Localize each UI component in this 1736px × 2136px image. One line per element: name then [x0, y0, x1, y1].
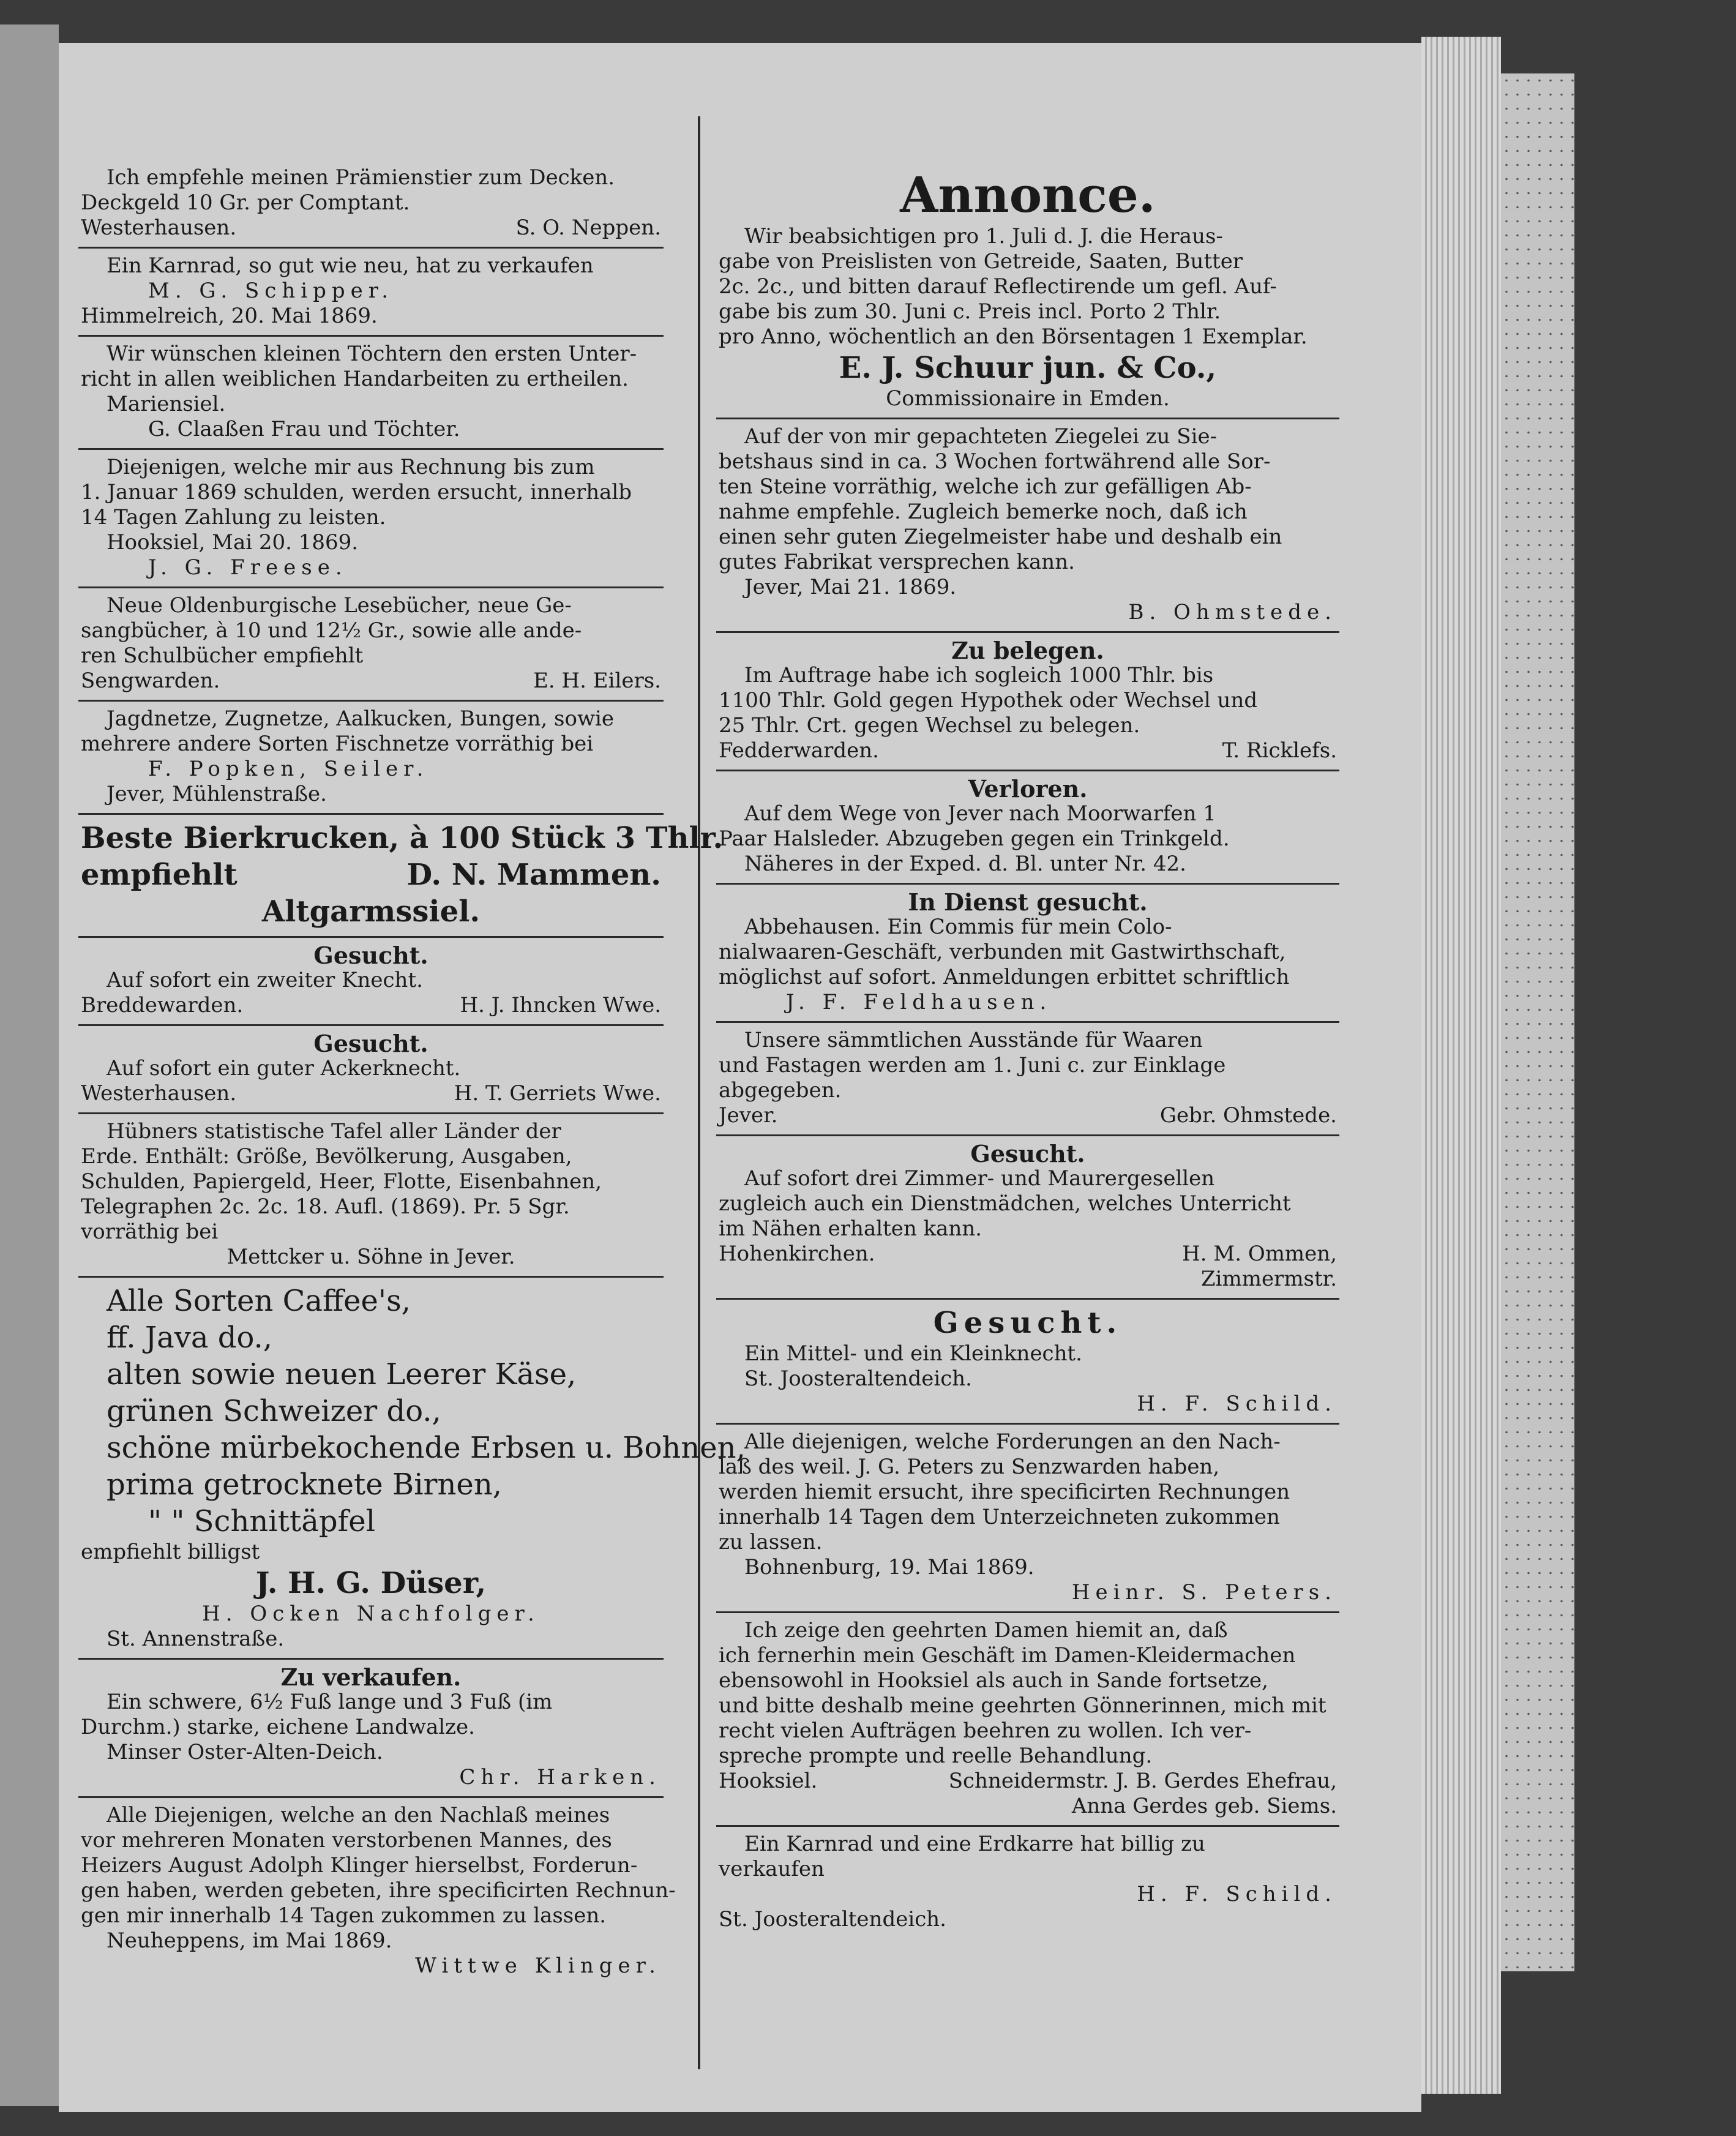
ad-line-left: Breddewarden. — [81, 993, 244, 1017]
ad-line: einen sehr guten Ziegelmeister habe und deshalb ein — [719, 525, 1282, 549]
advertisement — [78, 702, 664, 815]
ad-line — [81, 993, 661, 1018]
ad-line: Ich zeige den geehrten Damen hiemit an, daß — [744, 1618, 1228, 1643]
ad-line: Alle Diejenigen, welche an den Nachlaß meines — [107, 1803, 610, 1827]
ad-line: H. F. Schild. — [1137, 1392, 1337, 1416]
ad-line: Abbehausen. Ein Commis für mein Colo- — [744, 915, 1172, 939]
ad-line: Jever, Mai 21. 1869. — [744, 575, 957, 599]
ad-line: Heinr. S. Peters. — [1071, 1580, 1337, 1605]
ad-line: J. H. G. Düser, — [255, 1566, 487, 1600]
ad-line-right: H. T. Gerriets Wwe. — [454, 1081, 661, 1106]
ad-line-left: Westerhausen. — [81, 1081, 237, 1106]
ad-line-right: T. Ricklefs. — [1222, 738, 1337, 763]
ad-line — [81, 215, 661, 241]
ad-line: gutes Fabrikat versprechen kann. — [719, 550, 1075, 574]
ad-line: Auf sofort drei Zimmer- und Maurergesellen — [744, 1166, 1215, 1191]
advertisement — [78, 1114, 664, 1278]
ad-line: Auf der von mir gepachteten Ziegelei zu Sie- — [744, 424, 1218, 449]
ad-line: betshaus sind in ca. 3 Wochen fortwährend alle Sor- — [719, 449, 1271, 474]
advertisement — [716, 160, 1339, 419]
ad-line: Hübners statistische Tafel aller Länder der — [107, 1119, 561, 1144]
ad-line: Jagdnetze, Zugnetze, Aalkucken, Bungen, sowie — [107, 706, 615, 731]
ad-line: 25 Thlr. Crt. gegen Wechsel zu belegen. — [719, 713, 1140, 738]
ad-line: Ein Mittel- und ein Kleinknecht. — [744, 1341, 1082, 1366]
ad-line: richt in allen weiblichen Handarbeiten zu ertheilen. — [81, 367, 629, 391]
advertisement — [78, 1798, 676, 1985]
ad-line: werden hiemit ersucht, ihre specificirten Rechnungen — [719, 1480, 1290, 1504]
ad-line-right: Gebr. Ohmstede. — [1159, 1103, 1337, 1128]
advertisement — [78, 1026, 664, 1114]
ad-line: Bohnenburg, 19. Mai 1869. — [744, 1555, 1034, 1580]
ad-line: 1. Januar 1869 schulden, werden ersucht, innerhalb — [81, 480, 632, 504]
advertisement — [716, 633, 1339, 771]
ad-line-left: Sengwarden. — [81, 669, 220, 693]
ad-line: 1100 Thlr. Gold gegen Hypothek oder Wechsel und — [719, 688, 1258, 713]
ad-line: gabe bis zum 30. Juni c. Preis incl. Porto 2 Thlr. — [719, 299, 1221, 324]
ad-line: und bitte deshalb meine geehrten Gönnerinnen, mich mit — [719, 1693, 1326, 1718]
ad-line: abgegeben. — [719, 1078, 842, 1103]
ad-line: laß des weil. J. G. Peters zu Senzwarden haben, — [719, 1455, 1220, 1479]
advertisement — [78, 588, 664, 702]
ad-line: alten sowie neuen Leerer Käse, — [107, 1357, 577, 1392]
ad-line: " " Schnittäpfel — [148, 1504, 376, 1538]
advertisement — [716, 1136, 1339, 1300]
ad-line: Deckgeld 10 Gr. per Comptant. — [81, 190, 410, 215]
ad-line-right: E. H. Eilers. — [533, 669, 661, 693]
ad-line: Zu belegen. — [951, 637, 1104, 664]
ad-line: Verloren. — [968, 775, 1088, 803]
ad-line: prima getrocknete Birnen, — [107, 1467, 502, 1502]
advertisement — [78, 815, 724, 938]
ad-line: Hooksiel, Mai 20. 1869. — [107, 530, 359, 555]
ad-line — [81, 856, 661, 893]
ad-line: F. Popken, Seiler. — [148, 757, 429, 781]
ad-line: Auf dem Wege von Jever nach Moorwarfen 1 — [744, 801, 1216, 826]
ad-line-right: D. N. Mammen. — [406, 858, 661, 892]
ad-line: vorräthig bei — [81, 1220, 219, 1244]
ad-line: Minser Oster-Alten-Deich. — [107, 1740, 383, 1764]
ad-line: im Nähen erhalten kann. — [719, 1216, 982, 1241]
advertisement — [716, 1613, 1339, 1827]
ad-line: Zimmermstr. — [1200, 1267, 1337, 1291]
ad-line-left: Hooksiel. — [719, 1769, 818, 1793]
ad-line: H. Ocken Nachfolger. — [202, 1602, 540, 1626]
right-column — [716, 160, 1339, 1938]
ad-line: pro Anno, wöchentlich an den Börsentagen 1 Exemplar. — [719, 324, 1308, 349]
ad-line: M. G. Schipper. — [148, 279, 394, 303]
ad-line: Altgarmssiel. — [261, 894, 481, 929]
ad-line: Jever, Mühlenstraße. — [107, 782, 327, 806]
ad-line: Gesucht. — [313, 1030, 428, 1057]
ad-line: Erde. Enthält: Größe, Bevölkerung, Ausgaben, — [81, 1144, 572, 1169]
ad-line: sangbücher, à 10 und 12½ Gr., sowie alle ande- — [81, 618, 582, 643]
ad-line: möglichst auf sofort. Anmeldungen erbittet schriftlich — [719, 965, 1290, 989]
ad-line: St. Joosteraltendeich. — [719, 1907, 946, 1932]
ad-line: recht vielen Aufträgen beehren zu wollen. Ich ver- — [719, 1718, 1252, 1743]
advertisement — [716, 885, 1339, 1023]
advertisement — [78, 450, 664, 588]
ad-line: 2c. 2c., und bitten darauf Reflectirende um gefl. Auf- — [719, 274, 1277, 299]
ad-line: Beste Bierkrucken, à 100 Stück 3 Thlr. — [81, 821, 724, 855]
ad-line-left: empfiehlt — [81, 858, 238, 892]
ad-line: Mariensiel. — [107, 392, 226, 416]
ad-line: und Fastagen werden am 1. Juni c. zur Einklage — [719, 1053, 1226, 1077]
ad-line: ten Steine vorräthig, welche ich zur gefälligen Ab- — [719, 474, 1252, 499]
ad-line: empfiehlt billigst — [81, 1540, 260, 1564]
advertisement — [78, 249, 664, 337]
ad-line: Diejenigen, welche mir aus Rechnung bis zum — [107, 455, 595, 479]
ad-line: mehrere andere Sorten Fischnetze vorräthig bei — [81, 732, 594, 756]
ad-line-right: H. M. Ommen, — [1182, 1242, 1337, 1266]
ad-line: zugleich auch ein Dienstmädchen, welches Unterricht — [719, 1191, 1291, 1216]
ad-line: Wittwe Klinger. — [415, 1954, 661, 1978]
ad-line: H. F. Schild. — [1137, 1882, 1337, 1906]
ad-line: Paar Halsleder. Abzugeben gegen ein Trinkgeld. — [719, 826, 1230, 851]
advertisement — [78, 337, 664, 450]
ad-line: nialwaaren-Geschäft, verbunden mit Gastwirthschaft, — [719, 940, 1286, 964]
ad-line-left: Hohenkirchen. — [719, 1242, 875, 1266]
ad-line-right: Schneidermstr. J. B. Gerdes Ehefrau, — [948, 1769, 1337, 1793]
ad-line: B. Ohmstede. — [1128, 600, 1337, 624]
ad-line: Näheres in der Exped. d. Bl. unter Nr. 42. — [744, 852, 1186, 876]
ad-line: Alle Sorten Caffee's, — [107, 1284, 411, 1318]
ad-line: G. Claaßen Frau und Töchter. — [148, 417, 460, 441]
ad-line-right: S. O. Neppen. — [515, 215, 661, 240]
ad-line: grünen Schweizer do., — [107, 1394, 441, 1428]
left-column — [78, 160, 746, 1985]
advertisement — [78, 938, 664, 1026]
ad-line: Wir beabsichtigen pro 1. Juli d. J. die Heraus- — [744, 224, 1223, 249]
ad-line: Ein Karnrad, so gut wie neu, hat zu verkaufen — [107, 253, 594, 278]
ad-line: E. J. Schuur jun. & Co., — [839, 351, 1217, 385]
ad-line: Auf sofort ein guter Ackerknecht. — [107, 1056, 461, 1081]
ad-line: Wir wünschen kleinen Töchtern den ersten Unter- — [107, 342, 637, 366]
ad-line: ff. Java do., — [107, 1321, 273, 1355]
ad-line: Gesucht. — [933, 1306, 1123, 1340]
ad-line-left: Jever. — [719, 1103, 778, 1128]
ad-line: innerhalb 14 Tagen dem Unterzeichneten zukommen — [719, 1505, 1280, 1529]
advertisement — [716, 1300, 1339, 1425]
ad-line — [81, 669, 661, 694]
ad-line: Alle diejenigen, welche Forderungen an den Nach- — [744, 1430, 1281, 1454]
ad-line: Telegraphen 2c. 2c. 18. Aufl. (1869). Pr. 5 Sgr. — [81, 1194, 570, 1219]
ad-line — [719, 738, 1337, 763]
advertisement — [716, 419, 1339, 633]
ad-line: In Dienst gesucht. — [908, 888, 1148, 916]
advertisement — [716, 771, 1339, 885]
advertisement — [716, 1425, 1339, 1613]
speckled-book-edge — [1501, 73, 1574, 1971]
ad-line: Chr. Harken. — [459, 1765, 661, 1789]
ad-line: spreche prompte und reelle Behandlung. — [719, 1744, 1153, 1768]
ad-line: Neue Oldenburgische Lesebücher, neue Ge- — [107, 593, 572, 618]
ad-line — [719, 1103, 1337, 1128]
ad-line: Ein schwere, 6½ Fuß lange und 3 Fuß (im — [107, 1690, 553, 1714]
ad-line: nahme empfehle. Zugleich bemerke noch, daß ich — [719, 500, 1248, 524]
advertisement — [78, 1660, 664, 1798]
ad-line: gen mir innerhalb 14 Tagen zukommen zu lassen. — [81, 1903, 607, 1928]
ad-line: St. Annenstraße. — [107, 1627, 285, 1651]
ad-line: gen haben, werden gebeten, ihre specificirten Rechnun- — [81, 1878, 676, 1903]
ad-line: Schulden, Papiergeld, Heer, Flotte, Eisenbahnen, — [81, 1169, 602, 1194]
ad-line: verkaufen — [719, 1857, 825, 1881]
advertisement — [716, 1827, 1339, 1938]
ad-line: Gesucht. — [313, 942, 428, 969]
ad-line: Gesucht. — [970, 1140, 1085, 1167]
advertisement — [78, 1278, 746, 1660]
ad-line — [719, 1242, 1337, 1267]
ad-line: gabe von Preislisten von Getreide, Saaten, Butter — [719, 249, 1243, 274]
ad-line: ich fernerhin mein Geschäft im Damen-Kleidermachen — [719, 1643, 1296, 1668]
facing-page-edge — [0, 24, 59, 2106]
ad-line — [719, 1769, 1337, 1794]
column-divider — [698, 116, 700, 2069]
ad-line: Auf sofort ein zweiter Knecht. — [107, 968, 423, 992]
ad-line: Zu verkaufen. — [280, 1663, 462, 1691]
ad-line: Annonce. — [900, 166, 1156, 223]
ad-line: Anna Gerdes geb. Siems. — [1071, 1794, 1337, 1818]
ad-line-left: Fedderwarden. — [719, 738, 879, 763]
ad-line — [81, 1081, 661, 1106]
ad-line: vor mehreren Monaten verstorbenen Mannes, des — [81, 1828, 612, 1853]
ad-line: 14 Tagen Zahlung zu leisten. — [81, 505, 386, 530]
ad-line: Mettcker u. Söhne in Jever. — [226, 1245, 515, 1269]
ad-line: Heizers August Adolph Klinger hierselbst, Forderun- — [81, 1853, 638, 1878]
book-page-edges — [1421, 37, 1501, 2094]
advertisement — [78, 160, 664, 249]
ad-line: St. Joosteraltendeich. — [744, 1366, 972, 1391]
ad-line-right: H. J. Ihncken Wwe. — [460, 993, 661, 1017]
ad-line: schöne mürbekochende Erbsen u. Bohnen, — [107, 1431, 746, 1465]
ad-line: ren Schulbücher empfiehlt — [81, 643, 364, 668]
ad-line: zu lassen. — [719, 1530, 823, 1554]
ad-line: Commissionaire in Emden. — [886, 386, 1170, 411]
advertisement — [716, 1023, 1339, 1136]
ad-line-left: Westerhausen. — [81, 215, 237, 240]
ad-line: Ein Karnrad und eine Erdkarre hat billig zu — [744, 1832, 1205, 1856]
ad-line: Himmelreich, 20. Mai 1869. — [81, 304, 378, 328]
ad-line: Ich empfehle meinen Prämienstier zum Decken. — [107, 165, 615, 190]
ad-line: J. F. Feldhausen. — [786, 990, 1052, 1014]
ad-line: Im Auftrage habe ich sogleich 1000 Thlr. bis — [744, 663, 1214, 688]
ad-line: Unsere sämmtlichen Ausstände für Waaren — [744, 1028, 1203, 1052]
ad-line: J. G. Freese. — [148, 555, 348, 580]
ad-line: Neuheppens, im Mai 1869. — [107, 1928, 392, 1953]
ad-line: ebensowohl in Hooksiel als auch in Sande fortsetze, — [719, 1668, 1268, 1693]
ad-line: Durchm.) starke, eichene Landwalze. — [81, 1715, 475, 1739]
